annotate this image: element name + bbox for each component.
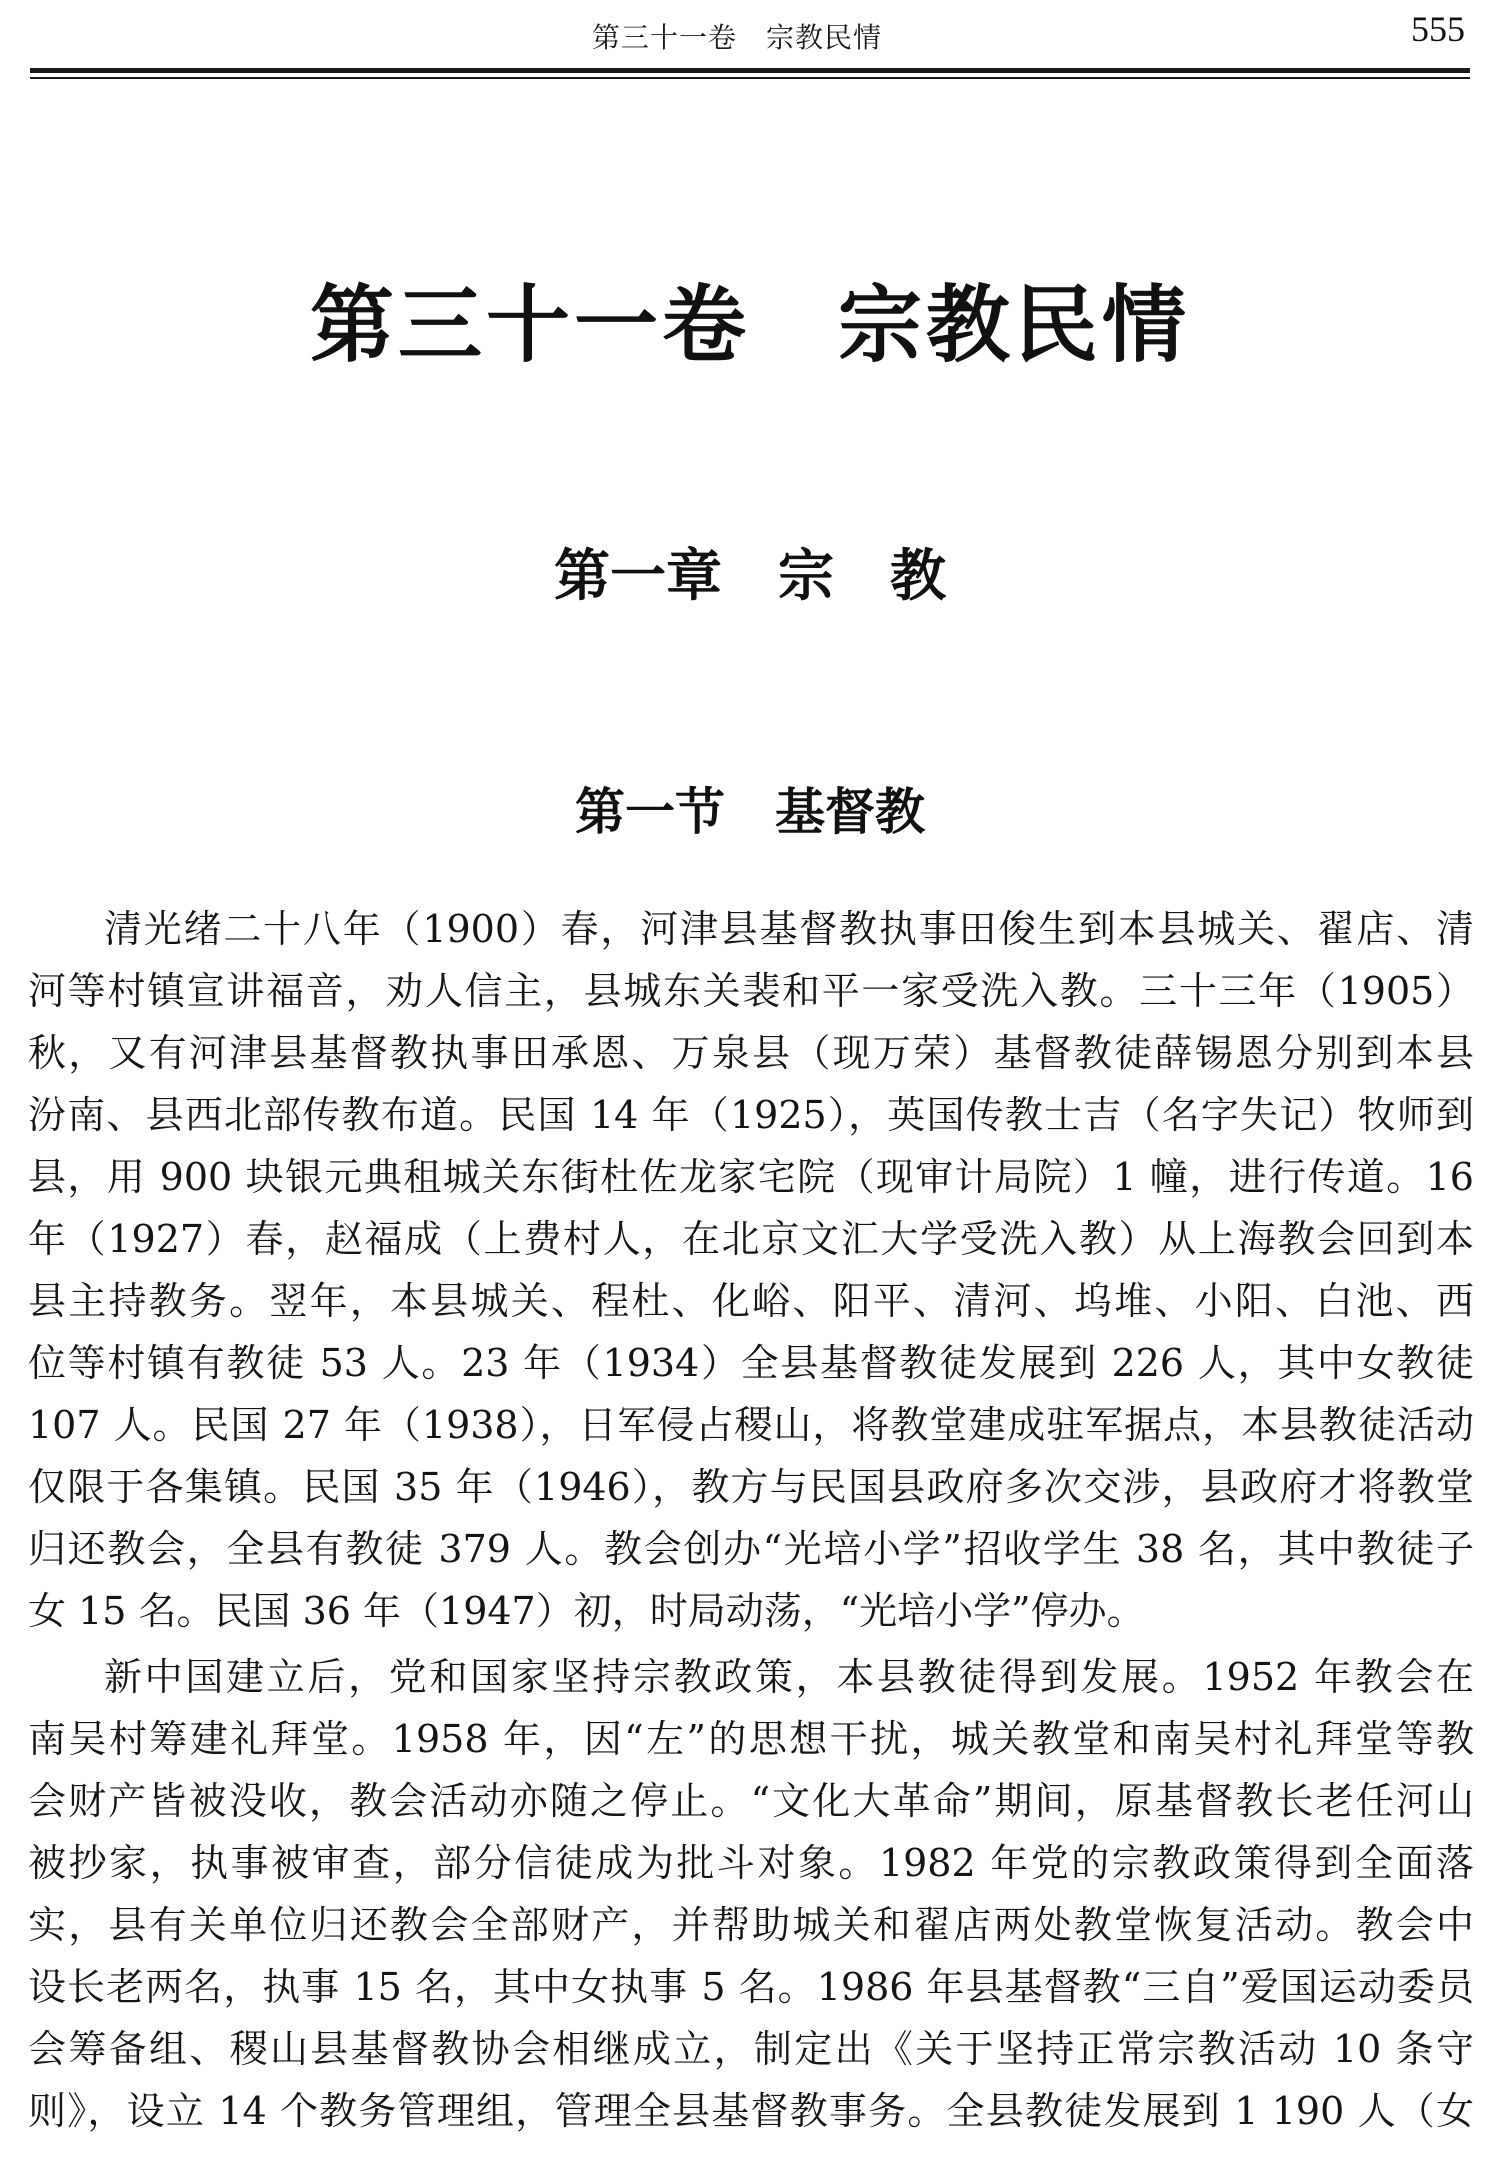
text-line: 则》，设立 14 个教务管理组，管理全县基督教事务。全县教徒发展到 1 190 人（女 xyxy=(28,2089,1474,2133)
text-line: 年（1927）春，赵福成（上费村人，在北京文汇大学受洗入教）从上海教会回到本 xyxy=(28,1217,1474,1261)
text-line: 位等村镇有教徒 53 人。23 年（1934）全县基督教徒发展到 226 人，其中女教徒 xyxy=(28,1341,1474,1385)
text-line: 女 15 名。民国 36 年（1947）初，时局动荡，“光培小学”停办。 xyxy=(28,1589,1145,1633)
section-title: 第一节 基督教 xyxy=(575,783,925,841)
text-line: 秋，又有河津县基督教执事田承恩、万泉县（现万荣）基督教徒薛锡恩分别到本县 xyxy=(28,1031,1474,1075)
text-line: 归还教会，全县有教徒 379 人。教会创办“光培小学”招收学生 38 名，其中教徒子 xyxy=(28,1527,1474,1571)
text-line: 汾南、县西北部传教布道。民国 14 年（1925），英国传教士吉（名字失记）牧师到 xyxy=(28,1093,1474,1137)
text-line: 县主持教务。翌年，本县城关、程杜、化峪、阳平、清河、坞堆、小阳、白池、西 xyxy=(28,1279,1474,1323)
running-title: 第三十一卷 宗教民情 xyxy=(592,21,883,54)
text-line: 实，县有关单位归还教会全部财产，并帮助城关和翟店两处教堂恢复活动。教会中 xyxy=(28,1903,1474,1947)
text-line: 设长老两名，执事 15 名，其中女执事 5 名。1986 年县基督教“三自”爱国运动委员 xyxy=(28,1965,1474,2009)
page-number: 555 xyxy=(1411,9,1465,49)
text-line: 会筹备组、稷山县基督教协会相继成立，制定出《关于坚持正常宗教活动 10 条守 xyxy=(28,2027,1474,2071)
text-line: 河等村镇宣讲福音，劝人信主，县城东关裴和平一家受洗入教。三十三年（1905） xyxy=(28,969,1474,1013)
header-rule-thin xyxy=(30,77,1470,79)
text-line: 被抄家，执事被审查，部分信徒成为批斗对象。1982 年党的宗教政策得到全面落 xyxy=(28,1841,1474,1885)
chapter-title: 第一章 宗 教 xyxy=(554,544,946,609)
text-line: 南吴村筹建礼拜堂。1958 年，因“左”的思想干扰，城关教堂和南吴村礼拜堂等教 xyxy=(28,1717,1474,1761)
running-header xyxy=(30,0,1470,90)
paragraph-1 xyxy=(28,898,1474,1642)
text-line: 新中国建立后，党和国家坚持宗教政策，本县教徒得到发展。1952 年教会在 xyxy=(104,1655,1474,1699)
volume-title: 第三十一卷 宗教民情 xyxy=(309,276,1190,374)
text-line: 仅限于各集镇。民国 35 年（1946），教方与民国县政府多次交涉，县政府才将教堂 xyxy=(28,1465,1474,1509)
text-line: 清光绪二十八年（1900）春，河津县基督教执事田俊生到本县城关、翟店、清 xyxy=(104,907,1474,951)
paragraph-2 xyxy=(28,1646,1474,2142)
text-line: 县，用 900 块银元典租城关东街杜佐龙家宅院（现审计局院）1 幢，进行传道。16 xyxy=(28,1155,1474,1199)
text-line: 会财产皆被没收，教会活动亦随之停止。“文化大革命”期间，原基督教长老任河山 xyxy=(28,1779,1474,1823)
header-rule-thick xyxy=(30,68,1470,73)
text-line: 107 人。民国 27 年（1938），日军侵占稷山，将教堂建成驻军据点，本县教徒活动 xyxy=(28,1403,1474,1447)
body-text xyxy=(28,898,1474,2142)
